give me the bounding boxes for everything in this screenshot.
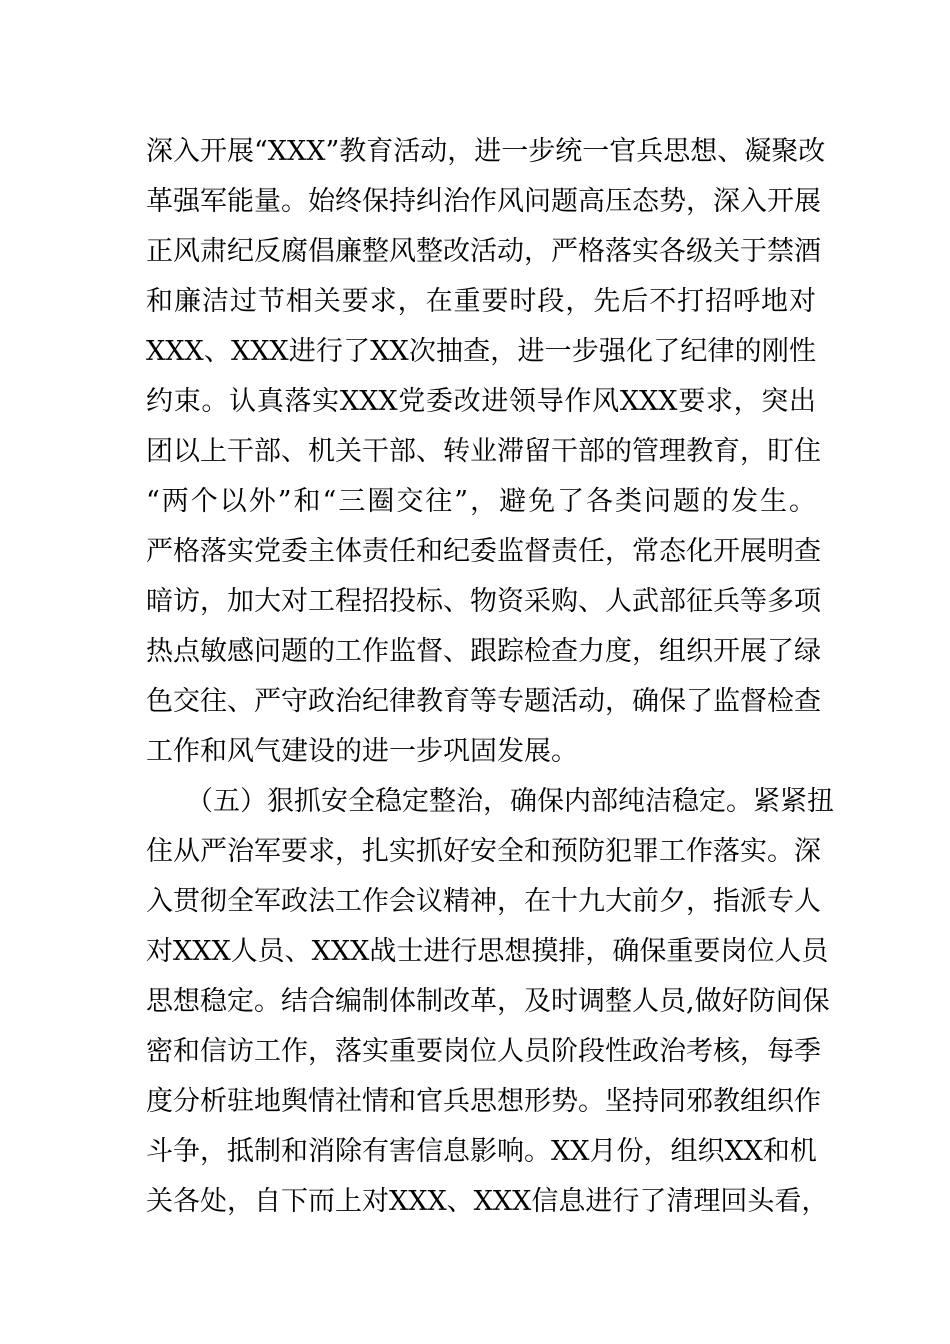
text-line: 约束。认真落实XXX党委改进领导作风XXX要求，突出 [146,386,816,417]
text-line: 严格落实党委主体责任和纪委监督责任，常态化开展明查 [146,536,821,567]
text-line: 密和信访工作，落实重要岗位人员阶段性政治考核，每季 [146,1036,821,1067]
text-line: 团以上干部、机关干部、转业滞留干部的管理教育，盯住 [146,436,821,467]
text-line: 对XXX人员、XXX战士进行思想摸排，确保重要岗位人员 [146,936,829,967]
text-line: 入贯彻全军政法工作会议精神，在十九大前夕，指派专人 [146,886,821,917]
text-line: 住从严治军要求，扎实抓好安全和预防犯罪工作落实。深 [146,836,821,867]
text-line: 工作和风气建设的进一步巩固发展。 [146,736,578,767]
body-text [146,127,834,1227]
text-line: “两个以外”和“三圈交往”，避免了各类问题的发生。 [146,486,816,517]
text-line: 关各处，自下而上对XXX、XXX信息进行了清理回头看， [146,1186,829,1217]
text-line: 深入开展“XXX”教育活动，进一步统一官兵思想、凝聚改 [146,136,826,167]
text-line: XXX、XXX进行了XX次抽查，进一步强化了纪律的刚性 [146,336,816,367]
text-line: 思想稳定。结合编制体制改革，及时调整人员,做好防间保 [146,986,830,1017]
text-line: 正风肃纪反腐倡廉整风整改活动，严格落实各级关于禁酒 [146,236,821,267]
text-line: 度分析驻地舆情社情和官兵思想形势。坚持同邪教组织作 [146,1086,821,1117]
text-line: 暗访，加大对工程招投标、物资采购、人武部征兵等多项 [146,586,821,617]
text-line: 革强军能量。始终保持纠治作风问题高压态势，深入开展 [146,186,821,217]
text-line: 和廉洁过节相关要求，在重要时段，先后不打招呼地对 [146,286,816,317]
text-line: （五）狠抓安全稳定整治，确保内部纯洁稳定。紧紧扭 [186,786,834,817]
text-line: 色交往、严守政治纪律教育等专题活动，确保了监督检查 [146,686,821,717]
text-line: 斗争，抵制和消除有害信息影响。XX月份，组织XX和机 [146,1136,817,1167]
text-line: 热点敏感问题的工作监督、跟踪检查力度，组织开展了绿 [146,636,821,667]
